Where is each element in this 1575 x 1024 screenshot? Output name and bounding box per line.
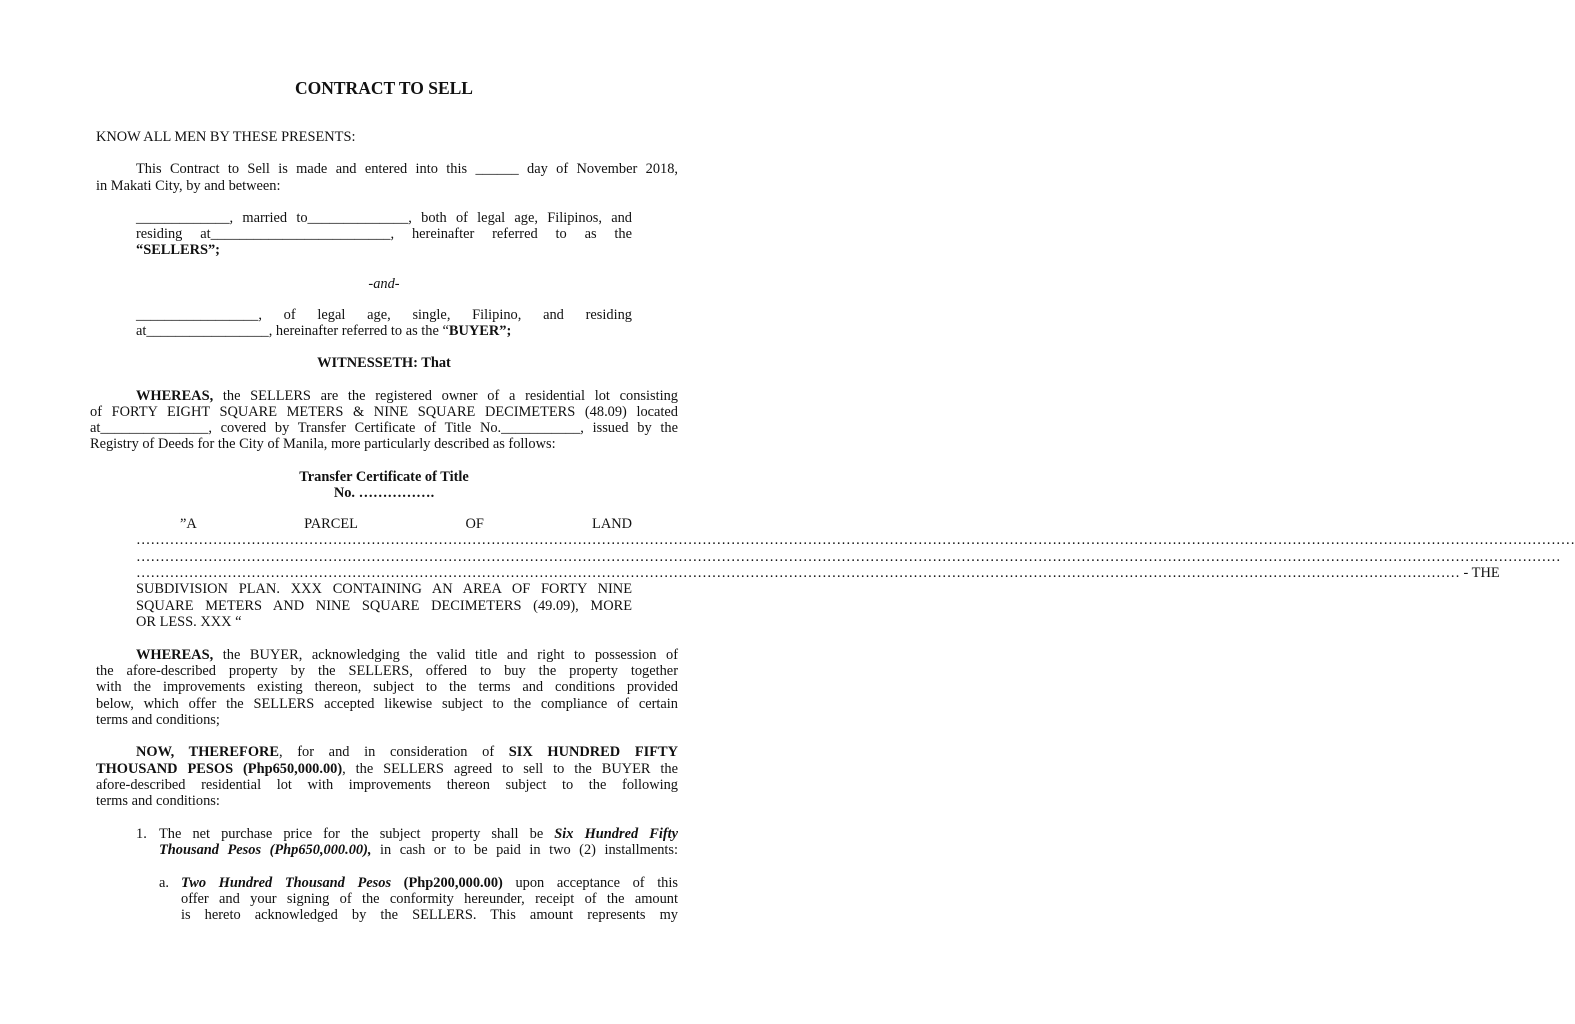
now-therefore-line-2 [96, 761, 678, 777]
whereas1-line-1 [136, 388, 678, 404]
item-1-price-2: Thousand Pesos (Php650,000.00), [159, 842, 372, 858]
now-therefore-amount: SIX HUNDRED FIFTY [508, 744, 678, 760]
buyer-line-2-text: at_________________, hereinafter referred to as the “ [136, 323, 449, 339]
whereas1-line-3: at_______________, covered by Transfer Certificate of Title No.___________, issued by the [90, 420, 678, 436]
intro-line-2: in Makati City, by and between: [96, 178, 281, 194]
parcel-line-4: …………………………………………………………………………………………………………………………………………………………………………………………………………………………………………………… - THE [136, 565, 1500, 581]
whereas2-line-4: below, which offer the SELLERS accepted likewise subject to the compliance of certain [96, 696, 678, 712]
now-therefore-line-1 [136, 744, 678, 760]
item-1-line-1 [159, 826, 678, 842]
item-a-amount-figure: (Php200,000.00) [391, 875, 503, 891]
buyer-label: BUYER”; [448, 323, 512, 339]
item-a-line-1 [181, 875, 678, 891]
buyer-line-2 [136, 323, 511, 339]
now-therefore-line-4: terms and conditions: [96, 793, 220, 809]
whereas2-line-5: terms and conditions; [96, 712, 220, 728]
item-a-line-2: offer and your signing of the conformity hereunder, receipt of the amount [181, 891, 678, 907]
sellers-line-1: _____________, married to______________, both of legal age, Filipinos, and [136, 210, 632, 226]
opening-line: KNOW ALL MEN BY THESE PRESENTS: [96, 129, 356, 145]
now-therefore-amount-2: THOUSAND PESOS (Php650,000.00) [96, 761, 343, 777]
document-title: CONTRACT TO SELL [295, 78, 473, 98]
whereas2-keyword: WHEREAS, [136, 647, 214, 663]
buyer-line-1: _________________, of legal age, single, Filipino, and residing [136, 307, 632, 323]
parcel-line-1: ”A PARCEL OF LAND [180, 516, 632, 532]
whereas2-line-2: the afore-described property by the SELLERS, offered to buy the property together [96, 663, 678, 679]
and-separator: -and- [368, 276, 400, 292]
tct-title: Transfer Certificate of Title [299, 469, 469, 485]
item-a-amount: Two Hundred Thousand Pesos [181, 875, 392, 891]
now-therefore-line-3: afore-described residential lot with improvements thereon subject to the following [96, 777, 678, 793]
item-1-line-1-text: The net purchase price for the subject property shall be [159, 826, 555, 842]
sellers-label: “SELLERS”; [136, 242, 220, 258]
item-1-line-2-text: in cash or to be paid in two (2) installments: [371, 842, 679, 858]
intro-line-1: This Contract to Sell is made and entered into this ______ day of November 2018, [136, 161, 678, 177]
whereas1-keyword: WHEREAS, [136, 388, 214, 404]
sellers-line-2: residing at_________________________, hereinafter referred to as the [136, 226, 632, 242]
parcel-line-3: ……………………………………………………………………………………………………………………………………………………………………………………………………………………………………………………………………… [136, 549, 1561, 565]
now-therefore-line-1-text: , for and in consideration of [279, 744, 509, 760]
parcel-line-5: SUBDIVISION PLAN. XXX CONTAINING AN AREA OF FORTY NINE [136, 581, 632, 597]
whereas1-line-1-text: the SELLERS are the registered owner of a residential lot consisting [213, 388, 678, 404]
item-a-line-1-text: upon acceptance of this [502, 875, 678, 891]
parcel-line-2: ………………………………………………………………………………………………………………………………………………………………………………………………………………………………………………………………………… [136, 532, 1575, 548]
now-therefore-line-2-text: , the SELLERS agreed to sell to the BUYER the [342, 761, 678, 777]
tct-number: No. ……………. [333, 485, 435, 501]
whereas2-line-1-text: the BUYER, acknowledging the valid title and right to possession of [213, 647, 678, 663]
whereas1-line-4: Registry of Deeds for the City of Manila, more particularly described as follows: [90, 436, 556, 452]
item-1-number: 1. [136, 826, 147, 842]
whereas1-line-2: of FORTY EIGHT SQUARE METERS & NINE SQUARE DECIMETERS (48.09) located [90, 404, 678, 420]
whereas2-line-3: with the improvements existing thereon, subject to the terms and conditions provided [96, 679, 678, 695]
parcel-line-7: OR LESS. XXX “ [136, 614, 242, 630]
item-a-letter: a. [159, 875, 169, 891]
item-a-line-3: is hereto acknowledged by the SELLERS. This amount represents my [181, 907, 678, 923]
witnesseth-heading: WITNESSETH: That [317, 355, 451, 371]
whereas2-line-1 [136, 647, 678, 663]
item-1-line-2 [159, 842, 678, 858]
item-1-price: Six Hundred Fifty [554, 826, 679, 842]
parcel-line-6: SQUARE METERS AND NINE SQUARE DECIMETERS (49.09), MORE [136, 598, 632, 614]
now-therefore-keyword: NOW, THEREFORE [136, 744, 279, 760]
